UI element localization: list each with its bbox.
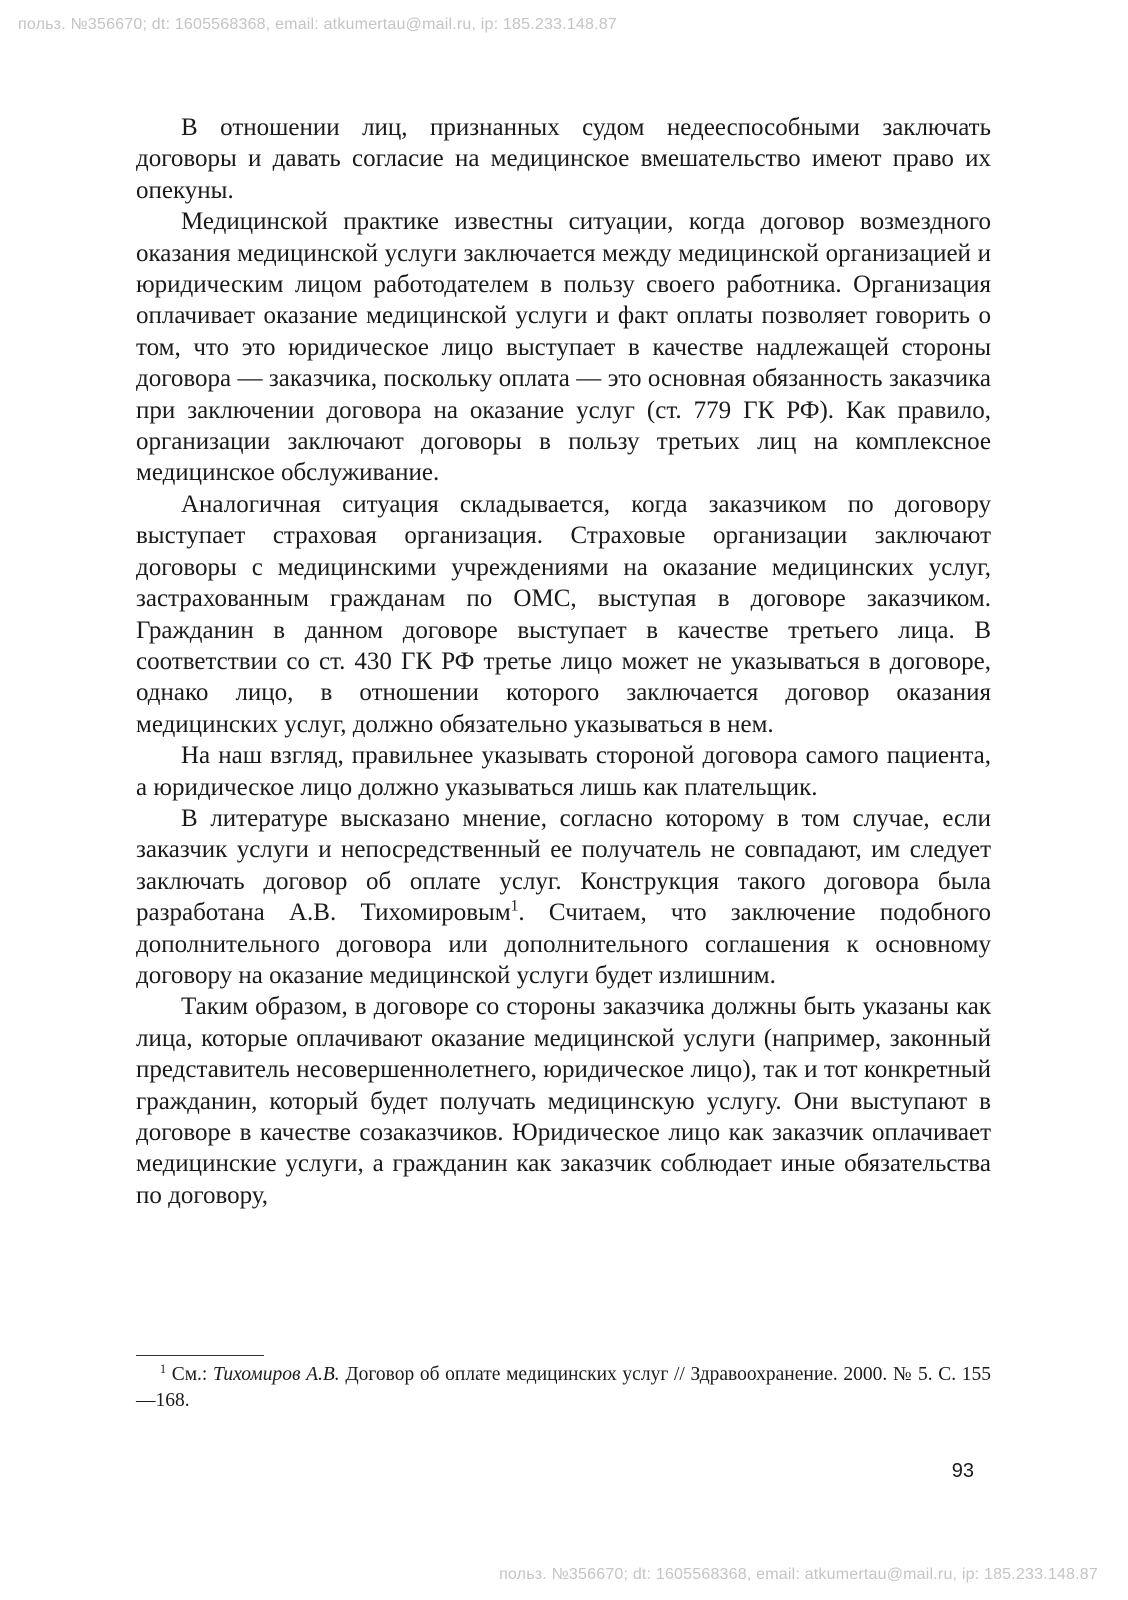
footnote-reference[interactable]: 1 bbox=[510, 897, 519, 915]
watermark-top: польз. №356670; dt: 1605568368, email: atkumertau@mail.ru, ip: 185.233.148.87 bbox=[18, 16, 617, 33]
paragraph-3: Аналогичная ситуация складывается, когда заказчиком по договору выступает страховая организация. Страховые организации заключают договоры с медицинскими учреждениями на оказание медицинских услуг, застрахованным гражданам по ОМС, выступая в договоре заказчиком. Гражданин в данном договоре выступает в качестве третьего лица. В соответствии со ст. 430 ГК РФ третье лицо может не указываться в договоре, однако лицо, в отношении которого заключается договор оказания медицинских услуг, должно обязательно указываться в нем. bbox=[136, 490, 991, 738]
footnote-author: Тихомиров А.В. bbox=[213, 1364, 340, 1385]
footnote bbox=[136, 1362, 991, 1414]
paragraph-5 bbox=[136, 803, 991, 991]
page-body bbox=[136, 112, 991, 1211]
paragraph-1: В отношении лиц, признанных судом недееспособными заключать договоры и давать согласие на медицинское вмешательство имеют право их опекуны. bbox=[136, 114, 991, 204]
footnote-marker: 1 bbox=[160, 1361, 167, 1376]
paragraph-5-text-before: В литературе высказано мнение, согласно которому в том случае, если заказчик услуги и непосредственный ее получатель не совпадают, им следует заключать договор об оплате услуг. Конструкция такого договора была разработана А.В. Тихомировым bbox=[136, 804, 991, 927]
paragraph-4: На наш взгляд, правильнее указывать стороной договора самого пациента, а юридическое лицо должно указываться лишь как плательщик. bbox=[136, 742, 991, 801]
footnote-prefix: См.: bbox=[171, 1364, 213, 1385]
paragraph-5-text-after: . Считаем, что заключение подобного дополнительного договора или дополнительного соглашения к основному договору на оказание медицинской услуги будет излишним. bbox=[136, 899, 991, 989]
footnote-text: Договор об оплате медицинских услуг // Здравоохранение. 2000. № 5. С. 155—168. bbox=[136, 1364, 992, 1411]
paragraph-6: Таким образом, в договоре со стороны заказчика должны быть указаны как лица, которые оплачивают оказание медицинской услуги (например, законный представитель несовершеннолетнего, юридическое лицо), так и тот конкретный гражданин, который будет получать медицинскую услугу. Они выступают в договоре в качестве созаказчиков. Юридическое лицо как заказчик оплачивает медицинские услуги, а гражданин как заказчик соблюдает иные обязательства по договору, bbox=[136, 993, 991, 1209]
page-number: 93 bbox=[951, 1460, 974, 1482]
paragraph-2: Медицинской практике известны ситуации, когда договор возмездного оказания медицинской услуги заключается между медицинской организацией и юридическим лицом работодателем в пользу своего работника. Организация оплачивает оказание медицинской услуги и факт оплаты позволяет говорить о том, что это юридическое лицо выступает в качестве надлежащей стороны договора — заказчика, поскольку оплата — это основная обязанность заказчика при заключении договора на оказание услуг (ст. 779 ГК РФ). Как правило, организации заключают договоры в пользу третьих лиц на комплексное медицинское обслуживание. bbox=[136, 208, 991, 487]
footnote-divider bbox=[136, 1355, 264, 1356]
watermark-bottom: польз. №356670; dt: 1605568368, email: atkumertau@mail.ru, ip: 185.233.148.87 bbox=[499, 1566, 1098, 1583]
